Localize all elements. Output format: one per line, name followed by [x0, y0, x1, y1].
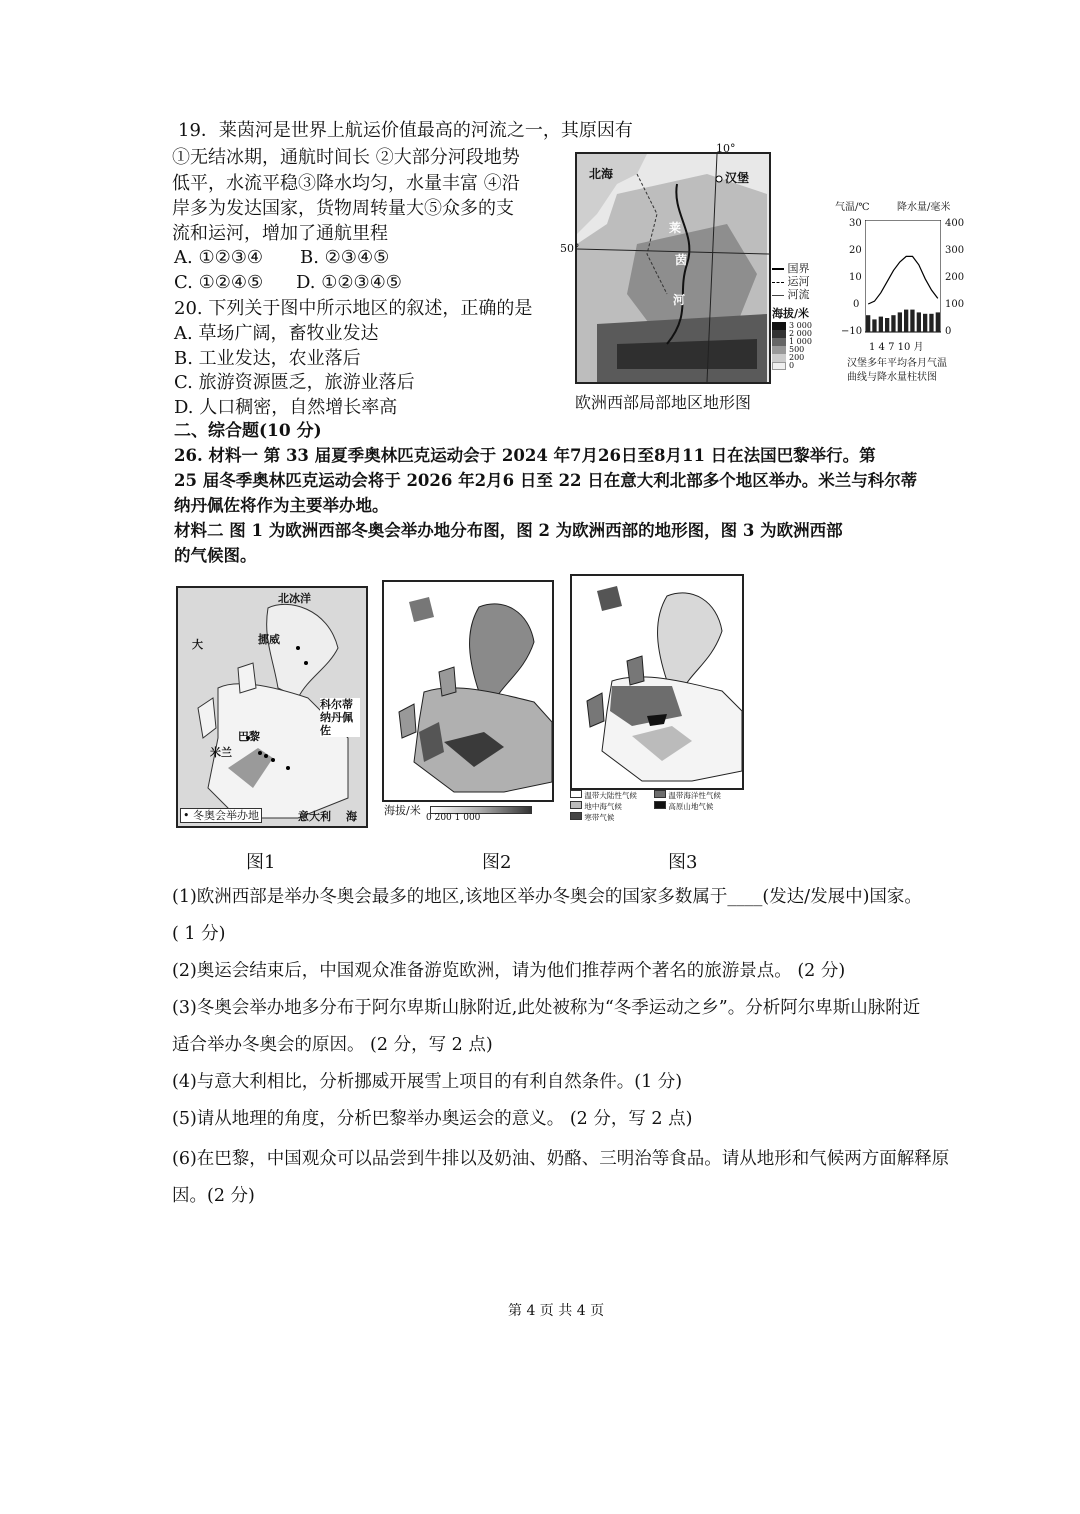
q26-sub6-line1: (6)在巴黎，中国观众可以品尝到牛排以及奶油、奶酪、三明治等食品。请从地形和气候两方面解释原 — [172, 1149, 950, 1169]
precip-bar-10 — [923, 314, 927, 332]
elevation-scale — [772, 322, 822, 370]
legend-border — [772, 262, 822, 275]
figure-2-label: 图2 — [482, 852, 512, 873]
river-char-3: 河 — [673, 293, 686, 307]
sea-label: 海 — [346, 810, 357, 823]
q26-material1-line3: 纳丹佩佐将作为主要举办地。 — [174, 496, 389, 515]
precip-axis-title: 降水量/毫米 — [897, 202, 951, 213]
month-axis: 1 4 7 10 月 — [869, 342, 924, 353]
q20-stem: 20. 下列关于图中所示地区的叙述，正确的是 — [174, 298, 533, 319]
elevation-color-bar — [772, 322, 786, 370]
legend-canal — [772, 275, 822, 288]
section-2-heading: 二、综合题(10 分) — [174, 421, 322, 441]
q26-sub4: (4)与意大利相比，分析挪威开展雪上项目的有利自然条件。(1 分) — [172, 1072, 683, 1092]
legend-border-label: 国界 — [787, 262, 810, 275]
climate-caption-2: 曲线与降水量柱状图 — [847, 372, 937, 383]
legend-temperate-continental: 温带大陆性气候 — [570, 790, 654, 801]
figure-1-legend: • 冬奥会举办地 — [180, 808, 262, 823]
hamburg-climate-chart — [835, 198, 970, 388]
milan-label: 米兰 — [210, 746, 232, 759]
precip-bar-3 — [879, 317, 883, 332]
precip-bar-5 — [891, 315, 895, 332]
temp-tick-20: 20 — [849, 245, 862, 256]
q19-option-c: C. ①②④⑤ — [174, 272, 264, 293]
temp-tick-0: 0 — [853, 299, 860, 310]
precip-bar-12 — [936, 312, 940, 332]
page-footer: 第 4 页 共 4 页 — [508, 1303, 605, 1319]
figure-1-label: 图1 — [246, 852, 276, 873]
legend-highland: 高原山地气候 — [654, 801, 742, 812]
precip-bar-7 — [904, 310, 908, 332]
figure-2-terrain-map — [382, 580, 554, 823]
elev-2000: 2 000 — [789, 329, 812, 338]
legend-river-label: 河流 — [787, 288, 810, 301]
rhine-map-caption: 欧洲西部局部地区地形图 — [575, 393, 752, 412]
elev-3000: 3 000 — [789, 321, 812, 330]
cortina-label: 科尔蒂纳丹佩佐 — [320, 698, 360, 737]
q19-line1: ①无结冰期，通航时间长 ②大部分河段地势 — [172, 147, 520, 168]
rhine-map-graphic — [577, 154, 769, 382]
paris-label: 巴黎 — [238, 730, 260, 743]
figure-2-graphic — [384, 582, 552, 800]
precip-tick-300: 300 — [945, 245, 965, 256]
temp-tick-30: 30 — [849, 218, 862, 229]
q26-material1-line1: 26. 材料一 第 33 届夏季奥林匹克运动会于 2024 年7月26日至8月11 日在法国巴黎举行。第 — [174, 446, 876, 465]
precip-tick-0: 0 — [945, 326, 952, 337]
q26-material2-line1: 材料二 图 1 为欧洲西部冬奥会举办地分布图，图 2 为欧洲西部的地形图，图 3 为欧洲西部 — [174, 521, 843, 540]
elev-0: 0 — [789, 361, 795, 370]
q20-option-c: C. 旅游资源匮乏，旅游业落后 — [174, 372, 415, 393]
precip-tick-100: 100 — [945, 299, 965, 310]
q26-sub2: (2)奥运会结束后，中国观众准备游览欧洲，请为他们推荐两个著名的旅游景点。 (2 分) — [172, 961, 846, 981]
climate-caption-1: 汉堡多年平均各月气温 — [847, 358, 947, 369]
figure-2-legend-title: 海拔/米 — [384, 804, 421, 817]
q19-line3: 岸多为发达国家，货物周转量大⑤众多的支 — [172, 198, 514, 219]
arctic-ocean-label: 北冰洋 — [278, 592, 311, 605]
figure-2-legend-ticks: 0 200 1 000 — [426, 813, 481, 823]
legend-canal-label: 运河 — [787, 275, 810, 288]
river-char-2: 茵 — [675, 253, 688, 267]
temp-tick-neg10: −10 — [841, 326, 863, 337]
q26-sub6-line2: 因。(2 分) — [172, 1186, 255, 1206]
precip-bar-2 — [872, 319, 876, 332]
climate-plot-area — [865, 220, 941, 336]
q20-option-a: A. 草场广阔，畜牧业发达 — [174, 323, 379, 344]
legend-river — [772, 288, 822, 301]
elevation-title: 海拔/米 — [772, 307, 810, 320]
temp-tick-10: 10 — [849, 272, 862, 283]
hamburg-label: 汉堡 — [725, 171, 750, 185]
q26-material2-line2: 的气候图。 — [174, 546, 257, 565]
figure-3-climate-map — [570, 574, 744, 824]
north-sea-label: 北海 — [589, 167, 614, 181]
rhine-terrain-map — [575, 152, 771, 384]
q20-option-b: B. 工业发达，农业落后 — [174, 348, 361, 369]
precip-bar-4 — [885, 318, 889, 332]
figure-3-label: 图3 — [668, 852, 698, 873]
elevation-values — [789, 322, 812, 370]
precip-bar-11 — [929, 314, 933, 332]
q20-option-d: D. 人口稠密，自然增长率高 — [174, 397, 398, 418]
q19-line4: 流和运河，增加了通航里程 — [172, 223, 388, 244]
precip-bar-6 — [898, 312, 902, 332]
figure-1-olympic-sites-map — [176, 586, 368, 828]
legend-temperate-maritime: 温带海洋性气候 — [654, 790, 742, 801]
q26-sub1: (1)欧洲西部是举办冬奥会最多的地区,该地区举办冬奥会的国家多数属于____(发达/发展中)国家。 — [172, 887, 922, 907]
figure-3-legend — [570, 790, 744, 823]
q19-stem: 19．莱茵河是世界上航运价值最高的河流之一，其原因有 — [178, 120, 633, 141]
precip-bar-1 — [866, 315, 870, 332]
longitude-label: 10° — [716, 142, 736, 155]
precip-tick-200: 200 — [945, 272, 965, 283]
rhine-map-legend — [772, 262, 822, 370]
elev-1000: 1 000 — [789, 337, 812, 346]
river-char-1: 莱 — [669, 221, 682, 235]
legend-mediterranean: 地中海气候 — [570, 801, 654, 812]
italy-label: 意大利 — [298, 810, 331, 823]
q26-sub3-line2: 适合举办冬奥会的原因。 (2 分，写 2 点) — [172, 1035, 493, 1055]
ocean-char-label: 大 — [192, 638, 203, 651]
precip-bar-9 — [917, 312, 921, 332]
precip-tick-400: 400 — [945, 218, 965, 229]
q19-line2: 低平，水流平稳③降水均匀，水量丰富 ④沿 — [172, 173, 520, 194]
q26-material1-line2: 25 届冬季奥林匹克运动会将于 2026 年2月6 日至 22 日在意大利北部多个地区举办。米兰与科尔蒂 — [174, 471, 918, 490]
temperature-curve — [868, 256, 938, 304]
q19-option-d: D. ①②③④⑤ — [296, 272, 402, 293]
q19-option-b: B. ②③④⑤ — [300, 247, 390, 268]
q19-option-a: A. ①②③④ — [174, 247, 263, 268]
figure-3-graphic — [572, 576, 742, 788]
elev-200: 200 — [789, 353, 805, 362]
q26-sub5: (5)请从地理的角度，分析巴黎举办奥运会的意义。 (2 分，写 2 点) — [172, 1109, 693, 1129]
temp-axis-title: 气温/℃ — [835, 202, 870, 213]
legend-cold: 寒带气候 — [570, 812, 654, 823]
elev-500: 500 — [789, 345, 805, 354]
q26-sub3-line1: (3)冬奥会举办地多分布于阿尔卑斯山脉附近,此处被称为“冬季运动之乡”。分析阿尔卑斯山脉附近 — [172, 998, 921, 1018]
q26-sub1-score: ( 1 分) — [172, 924, 226, 944]
precip-bar-8 — [910, 310, 914, 332]
norway-label: 挪威 — [258, 633, 280, 646]
latitude-label: 50° — [560, 242, 580, 255]
